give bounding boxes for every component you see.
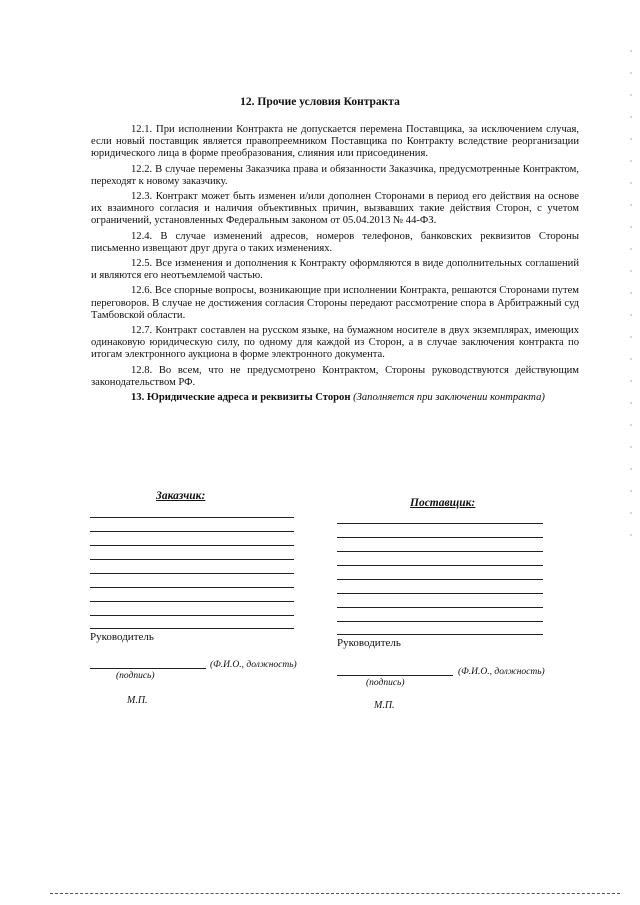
customer-fio-label: (Ф.И.О., должность) <box>210 660 297 670</box>
supplier-stamp-label: М.П. <box>374 700 395 711</box>
customer-stamp-label: М.П. <box>127 695 148 706</box>
clause-12-8: 12.8. Во всем, что не предусмотрено Контрактом, Стороны руководствуются действующим законодательством РФ. <box>91 364 579 388</box>
supplier-line-2 <box>337 537 543 538</box>
supplier-line-6 <box>337 593 543 594</box>
customer-role: Руководитель <box>90 631 154 643</box>
clause-12-1: 12.1. При исполнении Контракта не допускается перемена Поставщика, за исключением случая, если новый поставщик является правопреемником Поставщика по Контракту вследствие реорганизации юридического лица в форме преобразования, слияния или присоединения. <box>91 124 579 160</box>
clause-12-6: 12.6. Все спорные вопросы, возникающие при исполнении Контракта, решаются Сторонами путем переговоров. В случае не достижения согласия Стороны передают рассмотрение спора в Арбитражный суд Тамбовской области. <box>91 285 579 321</box>
customer-line-2 <box>90 531 294 532</box>
customer-signature-line <box>90 668 206 669</box>
section-12-title: 12. Прочие условия Контракта <box>240 96 400 108</box>
customer-line-4 <box>90 559 294 560</box>
supplier-signature-line <box>337 675 453 676</box>
customer-line-6 <box>90 587 294 588</box>
customer-line-8 <box>90 615 294 616</box>
supplier-title: Поставщик: <box>410 497 476 509</box>
scan-edge-marks <box>628 40 634 540</box>
supplier-fio-label: (Ф.И.О., должность) <box>458 667 545 677</box>
clause-12-3: 12.3. Контракт может быть изменен и/или дополнен Сторонами в период его действия на основе их взаимного согласия и наличия объективных причин, вызвавших такие действия Сторон, с учетом ограничений, установленных Федеральным законом от 05.04.2013 № 44-ФЗ. <box>91 191 579 227</box>
supplier-sign-label: (подпись) <box>366 678 405 688</box>
supplier-line-5 <box>337 579 543 580</box>
customer-line-3 <box>90 545 294 546</box>
customer-sign-label: (подпись) <box>116 671 155 681</box>
scan-bottom-edge <box>50 893 620 894</box>
section-13-title: 13. Юридические адреса и реквизиты Сторон <box>131 392 351 404</box>
supplier-role: Руководитель <box>337 637 401 649</box>
section-13-note: (Заполняется при заключении контракта) <box>353 392 545 404</box>
customer-line-5 <box>90 573 294 574</box>
clause-12-4: 12.4. В случае изменений адресов, номеров телефонов, банковских реквизитов Стороны письменно извещают друг друга о таких изменениях. <box>91 230 579 254</box>
supplier-line-7 <box>337 607 543 608</box>
clause-12-5: 12.5. Все изменения и дополнения к Контракту оформляются в виде дополнительных соглашений и являются его неотъемлемой частью. <box>91 258 579 282</box>
supplier-line-3 <box>337 551 543 552</box>
clause-12-7: 12.7. Контракт составлен на русском языке, на бумажном носителе в двух экземплярах, имеющих одинаковую юридическую силу, по одному для каждой из Сторон, а в случае заключения контракта по итогам электронного аукциона в форме электронного документа. <box>91 325 579 361</box>
customer-line-7 <box>90 601 294 602</box>
section-13-heading <box>91 392 579 404</box>
supplier-line-1 <box>337 523 543 524</box>
customer-line-9 <box>90 628 294 629</box>
supplier-line-8 <box>337 621 543 622</box>
customer-line-1 <box>90 517 294 518</box>
clauses-body <box>91 124 579 407</box>
customer-title: Заказчик: <box>156 490 206 502</box>
supplier-line-9 <box>337 634 543 635</box>
clause-12-2: 12.2. В случае перемены Заказчика права и обязанности Заказчика, предусмотренные Контрактом, переходят к новому заказчику. <box>91 163 579 187</box>
supplier-line-4 <box>337 565 543 566</box>
